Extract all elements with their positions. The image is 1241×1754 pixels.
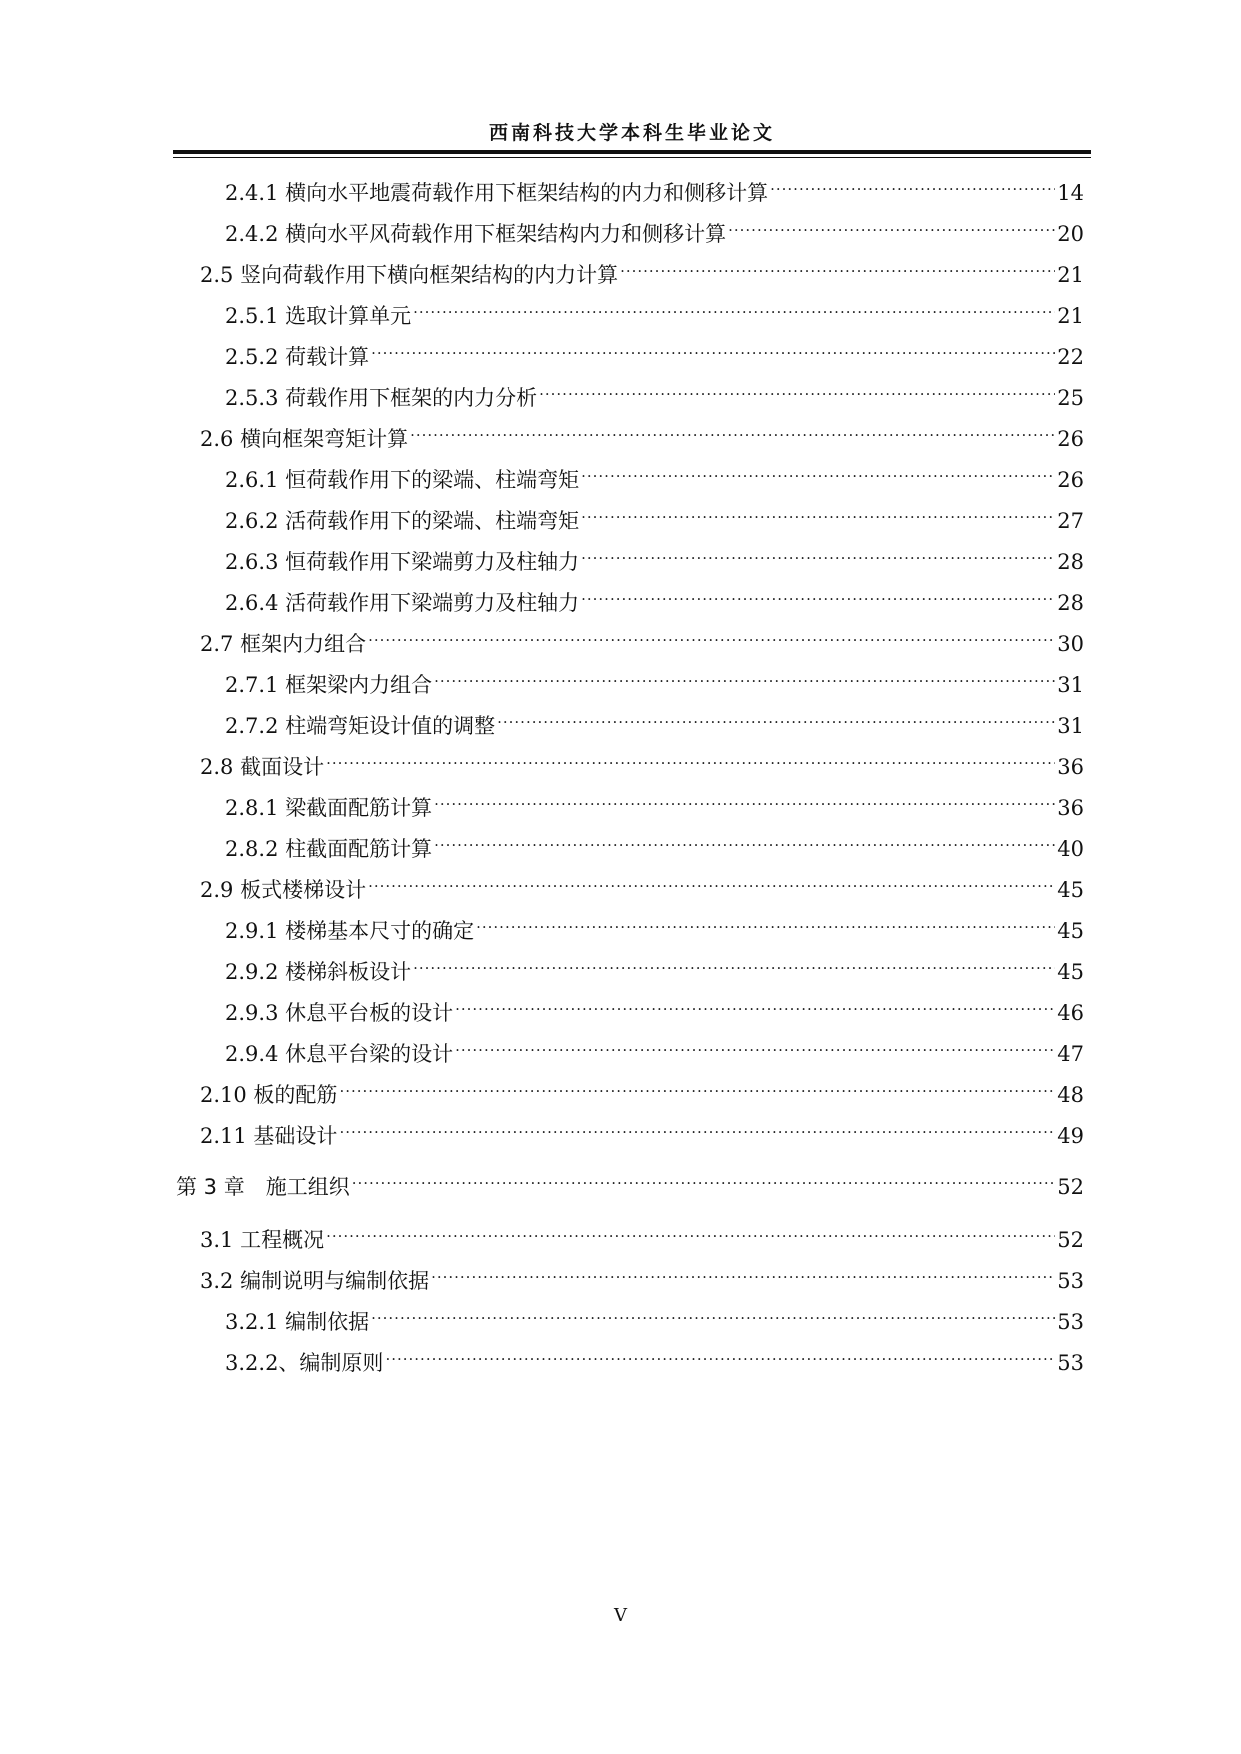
toc-entry-title: 2.9 板式楼梯设计 <box>200 878 367 902</box>
toc-entry-title: 2.9.3 休息平台板的设计 <box>225 1001 454 1025</box>
toc-entry-title: 2.9.4 休息平台梁的设计 <box>225 1042 454 1066</box>
toc-entry[interactable] <box>200 252 1084 287</box>
toc-leader-dots <box>434 826 1055 856</box>
toc-entry[interactable] <box>200 416 1084 451</box>
toc-entry-page: 36 <box>1057 755 1084 779</box>
toc-entry-title: 2.5.2 荷载计算 <box>225 345 370 369</box>
toc-entry-page: 45 <box>1057 878 1084 902</box>
toc-entry[interactable] <box>225 662 1084 697</box>
toc-entry[interactable] <box>225 1031 1084 1066</box>
toc-leader-dots <box>539 375 1055 405</box>
toc-entry-title: 2.4.2 横向水平风荷载作用下框架结构内力和侧移计算 <box>225 222 727 246</box>
toc-entry-page: 31 <box>1057 673 1084 697</box>
toc-entry-page: 49 <box>1057 1124 1084 1148</box>
toc-entry[interactable] <box>200 1217 1084 1252</box>
toc-entry[interactable] <box>225 785 1084 820</box>
toc-entry[interactable] <box>225 990 1084 1025</box>
toc-leader-dots <box>497 703 1055 733</box>
toc-entry[interactable] <box>225 498 1084 533</box>
toc-entry[interactable] <box>225 293 1084 328</box>
toc-entry-title: 2.7.2 柱端弯矩设计值的调整 <box>225 714 496 738</box>
toc-entry[interactable] <box>200 1113 1084 1148</box>
toc-entry[interactable] <box>225 211 1084 246</box>
toc-entry-page: 27 <box>1057 509 1084 533</box>
toc-entry[interactable] <box>225 826 1084 861</box>
toc-leader-dots <box>770 170 1055 200</box>
toc-entry[interactable] <box>200 1072 1084 1107</box>
toc-entry-page: 14 <box>1057 181 1084 205</box>
toc-leader-dots <box>326 1217 1055 1247</box>
toc-entry-page: 20 <box>1057 222 1084 246</box>
toc-leader-dots <box>581 498 1055 528</box>
toc-entry-page: 47 <box>1057 1042 1084 1066</box>
toc-leader-dots <box>581 539 1055 569</box>
toc-leader-dots <box>434 662 1055 692</box>
toc-entry[interactable] <box>176 1164 1084 1199</box>
toc-leader-dots <box>413 293 1055 323</box>
toc-entry-title: 3.1 工程概况 <box>200 1228 325 1252</box>
toc-entry[interactable] <box>225 539 1084 574</box>
toc-leader-dots <box>581 580 1055 610</box>
toc-entry-title: 2.10 板的配筋 <box>200 1083 338 1107</box>
toc-entry-title: 第 3 章 施工组织 <box>176 1175 350 1199</box>
toc-leader-dots <box>410 416 1055 446</box>
toc-entry-page: 45 <box>1057 960 1084 984</box>
toc-entry-page: 53 <box>1057 1351 1084 1375</box>
toc-leader-dots <box>455 990 1055 1020</box>
toc-leader-dots <box>431 1258 1055 1288</box>
toc-leader-dots <box>352 1164 1056 1194</box>
toc-entry[interactable] <box>200 744 1084 779</box>
toc-entry-page: 52 <box>1057 1175 1084 1199</box>
toc-entry-title: 2.6.4 活荷载作用下梁端剪力及柱轴力 <box>225 591 580 615</box>
page-number: V <box>614 1605 627 1626</box>
toc-entry-title: 3.2.2、编制原则 <box>225 1351 384 1375</box>
toc-entry-title: 2.6.2 活荷载作用下的梁端、柱端弯矩 <box>225 509 580 533</box>
toc-entry-page: 53 <box>1057 1269 1084 1293</box>
toc-leader-dots <box>326 744 1055 774</box>
toc-leader-dots <box>368 621 1055 651</box>
toc-entry-page: 53 <box>1057 1310 1084 1334</box>
toc-entry[interactable] <box>200 1258 1084 1293</box>
toc-entry-page: 26 <box>1057 427 1084 451</box>
toc-entry[interactable] <box>225 170 1084 205</box>
toc-leader-dots <box>371 1299 1055 1329</box>
toc-entry[interactable] <box>225 334 1084 369</box>
toc-entry-page: 26 <box>1057 468 1084 492</box>
toc-entry[interactable] <box>225 703 1084 738</box>
toc-leader-dots <box>339 1113 1055 1143</box>
toc-leader-dots <box>476 908 1055 938</box>
toc-entry-title: 2.8.1 梁截面配筋计算 <box>225 796 433 820</box>
toc-entry-page: 28 <box>1057 591 1084 615</box>
toc-entry-title: 3.2 编制说明与编制依据 <box>200 1269 430 1293</box>
toc-entry[interactable] <box>200 621 1084 656</box>
toc-leader-dots <box>581 457 1055 487</box>
toc-entry-page: 31 <box>1057 714 1084 738</box>
toc-entry-page: 48 <box>1057 1083 1084 1107</box>
toc-entry-title: 2.7.1 框架梁内力组合 <box>225 673 433 697</box>
toc-entry-title: 2.8 截面设计 <box>200 755 325 779</box>
toc-entry[interactable] <box>225 457 1084 492</box>
toc-entry-title: 2.11 基础设计 <box>200 1124 338 1148</box>
toc-leader-dots <box>371 334 1055 364</box>
header-rule-thick <box>173 150 1091 154</box>
toc-entry-page: 45 <box>1057 919 1084 943</box>
toc-entry[interactable] <box>225 1299 1084 1334</box>
toc-entry[interactable] <box>225 949 1084 984</box>
toc-entry-title: 2.5.3 荷载作用下框架的内力分析 <box>225 386 538 410</box>
toc-entry[interactable] <box>225 580 1084 615</box>
toc-entry-page: 25 <box>1057 386 1084 410</box>
toc-leader-dots <box>413 949 1055 979</box>
toc-entry[interactable] <box>225 1340 1084 1375</box>
toc-entry[interactable] <box>225 375 1084 410</box>
toc-leader-dots <box>339 1072 1055 1102</box>
toc-leader-dots <box>368 867 1055 897</box>
toc-entry-title: 2.6.1 恒荷载作用下的梁端、柱端弯矩 <box>225 468 580 492</box>
toc-entry-title: 2.6 横向框架弯矩计算 <box>200 427 409 451</box>
toc-entry-title: 2.9.1 楼梯基本尺寸的确定 <box>225 919 475 943</box>
toc-entry-title: 2.7 框架内力组合 <box>200 632 367 656</box>
toc-entry-page: 21 <box>1057 304 1084 328</box>
toc-entry-page: 52 <box>1057 1228 1084 1252</box>
toc-entry-title: 2.8.2 柱截面配筋计算 <box>225 837 433 861</box>
toc-entry-title: 2.5 竖向荷载作用下横向框架结构的内力计算 <box>200 263 619 287</box>
header-rule-thin <box>173 157 1091 158</box>
toc-entry-page: 21 <box>1057 263 1084 287</box>
toc-leader-dots <box>434 785 1055 815</box>
toc-entry-page: 22 <box>1057 345 1084 369</box>
toc-entry-page: 46 <box>1057 1001 1084 1025</box>
toc-leader-dots <box>620 252 1055 282</box>
toc-entry-title: 2.5.1 选取计算单元 <box>225 304 412 328</box>
toc-entry[interactable] <box>200 867 1084 902</box>
running-header: 西南科技大学本科生毕业论文 <box>488 122 775 144</box>
toc-entry-page: 28 <box>1057 550 1084 574</box>
toc-leader-dots <box>455 1031 1055 1061</box>
toc-entry-page: 36 <box>1057 796 1084 820</box>
toc-entry-page: 40 <box>1057 837 1084 861</box>
toc-entry-title: 2.4.1 横向水平地震荷载作用下框架结构的内力和侧移计算 <box>225 181 769 205</box>
toc-entry-title: 2.9.2 楼梯斜板设计 <box>225 960 412 984</box>
toc-entry[interactable] <box>225 908 1084 943</box>
toc-leader-dots <box>385 1340 1055 1370</box>
toc-entry-title: 2.6.3 恒荷载作用下梁端剪力及柱轴力 <box>225 550 580 574</box>
toc-entry-title: 3.2.1 编制依据 <box>225 1310 370 1334</box>
toc-leader-dots <box>728 211 1055 241</box>
toc-entry-page: 30 <box>1057 632 1084 656</box>
